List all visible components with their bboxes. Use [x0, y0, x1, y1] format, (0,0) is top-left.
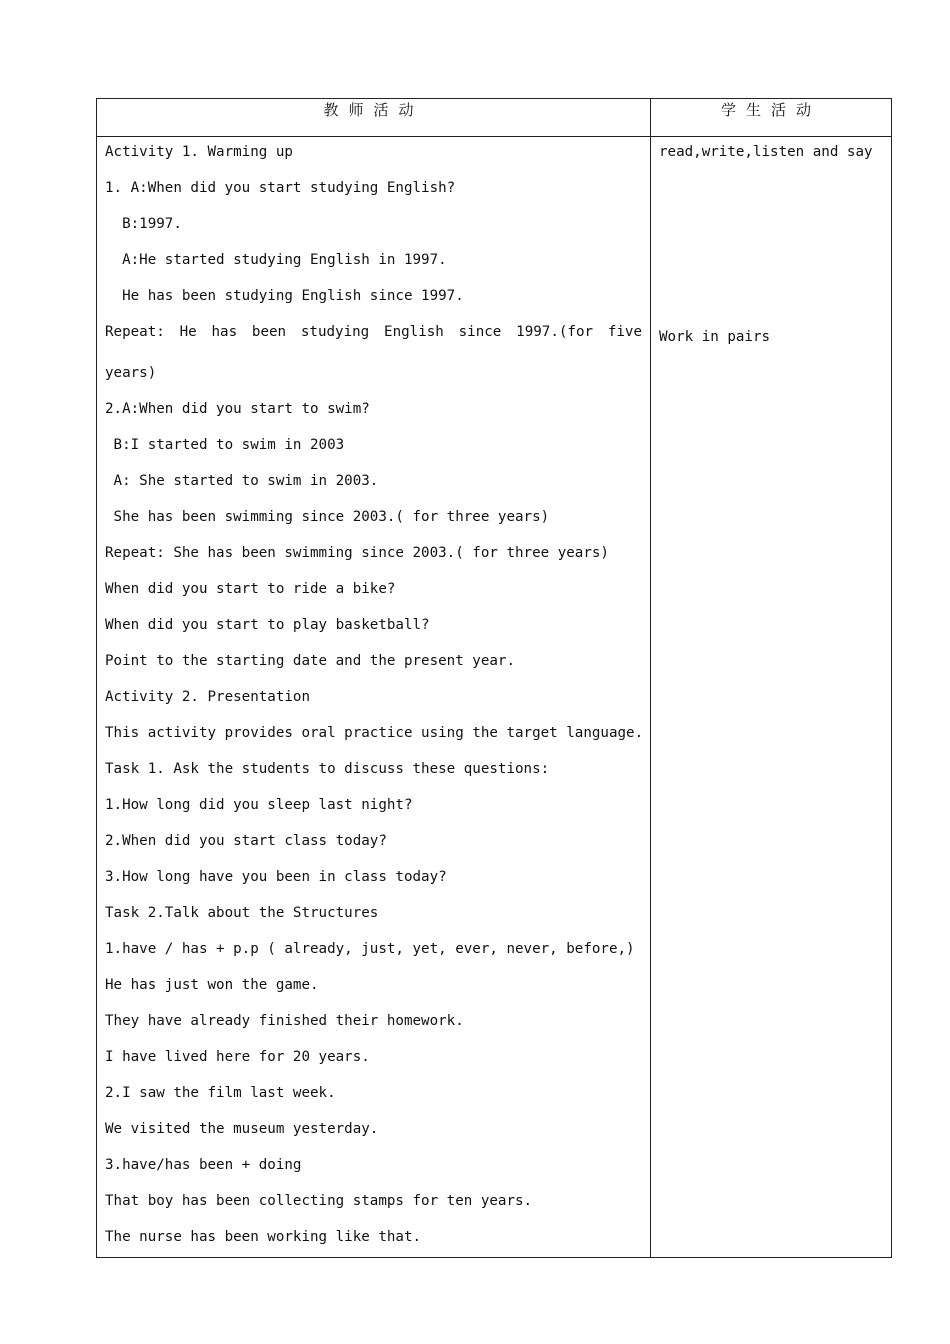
teacher-line: The nurse has been working like that. — [105, 1229, 422, 1245]
teacher-line: Point to the starting date and the present year. — [105, 653, 515, 669]
lesson-plan-table — [96, 98, 892, 1258]
teacher-line: 1. A:When did you start studying English? — [105, 180, 456, 196]
teacher-line: Activity 1. Warming up — [105, 144, 293, 160]
teacher-line: Task 2.Talk about the Structures — [105, 905, 379, 921]
teacher-line: years) — [105, 365, 157, 381]
teacher-line: This activity provides oral practice using the target language. — [105, 725, 644, 741]
teacher-line: When did you start to ride a bike? — [105, 581, 396, 597]
teacher-line: B:1997. — [105, 216, 182, 232]
teacher-line: Task 1. Ask the students to discuss these questions: — [105, 761, 550, 777]
teacher-line: When did you start to play basketball? — [105, 617, 430, 633]
teacher-line: That boy has been collecting stamps for ten years. — [105, 1193, 533, 1209]
teacher-line: 2.When did you start class today? — [105, 833, 387, 849]
teacher-line: A: She started to swim in 2003. — [105, 473, 379, 489]
teacher-activity-header: 教师活动 — [97, 99, 651, 137]
teacher-activity-cell — [97, 137, 651, 1258]
teacher-line: 2.I saw the film last week. — [105, 1085, 336, 1101]
content-row — [97, 137, 892, 1258]
teacher-lines — [97, 137, 650, 1245]
teacher-line: They have already finished their homework. — [105, 1013, 464, 1029]
teacher-line: A:He started studying English in 1997. — [105, 252, 447, 268]
teacher-line: We visited the museum yesterday. — [105, 1121, 379, 1137]
header-row — [97, 99, 892, 137]
teacher-line: She has been swimming since 2003.( for three years) — [105, 509, 550, 525]
teacher-line: 2.A:When did you start to swim? — [105, 401, 370, 417]
teacher-line: 1.have / has + p.p ( already, just, yet, ever, never, before,) — [105, 941, 635, 957]
teacher-line: He has been studying English since 1997. — [105, 288, 464, 304]
teacher-line: I have lived here for 20 years. — [105, 1049, 370, 1065]
student-activity-cell — [651, 137, 892, 1258]
teacher-line: Activity 2. Presentation — [105, 689, 310, 705]
teacher-line: Repeat: She has been swimming since 2003.( for three years) — [105, 545, 609, 561]
student-activity-header: 学生活动 — [651, 99, 892, 137]
teacher-line: He has just won the game. — [105, 977, 319, 993]
student-lines — [651, 137, 891, 345]
teacher-line: B:I started to swim in 2003 — [105, 437, 345, 453]
student-line: read,write,listen and say — [659, 144, 873, 160]
teacher-line: 3.How long have you been in class today? — [105, 869, 447, 885]
teacher-line: Repeat: He has been studying English since 1997.(for five — [105, 324, 642, 340]
teacher-line: 3.have/has been + doing — [105, 1157, 302, 1173]
student-line: Work in pairs — [659, 329, 771, 345]
teacher-line: 1.How long did you sleep last night? — [105, 797, 413, 813]
